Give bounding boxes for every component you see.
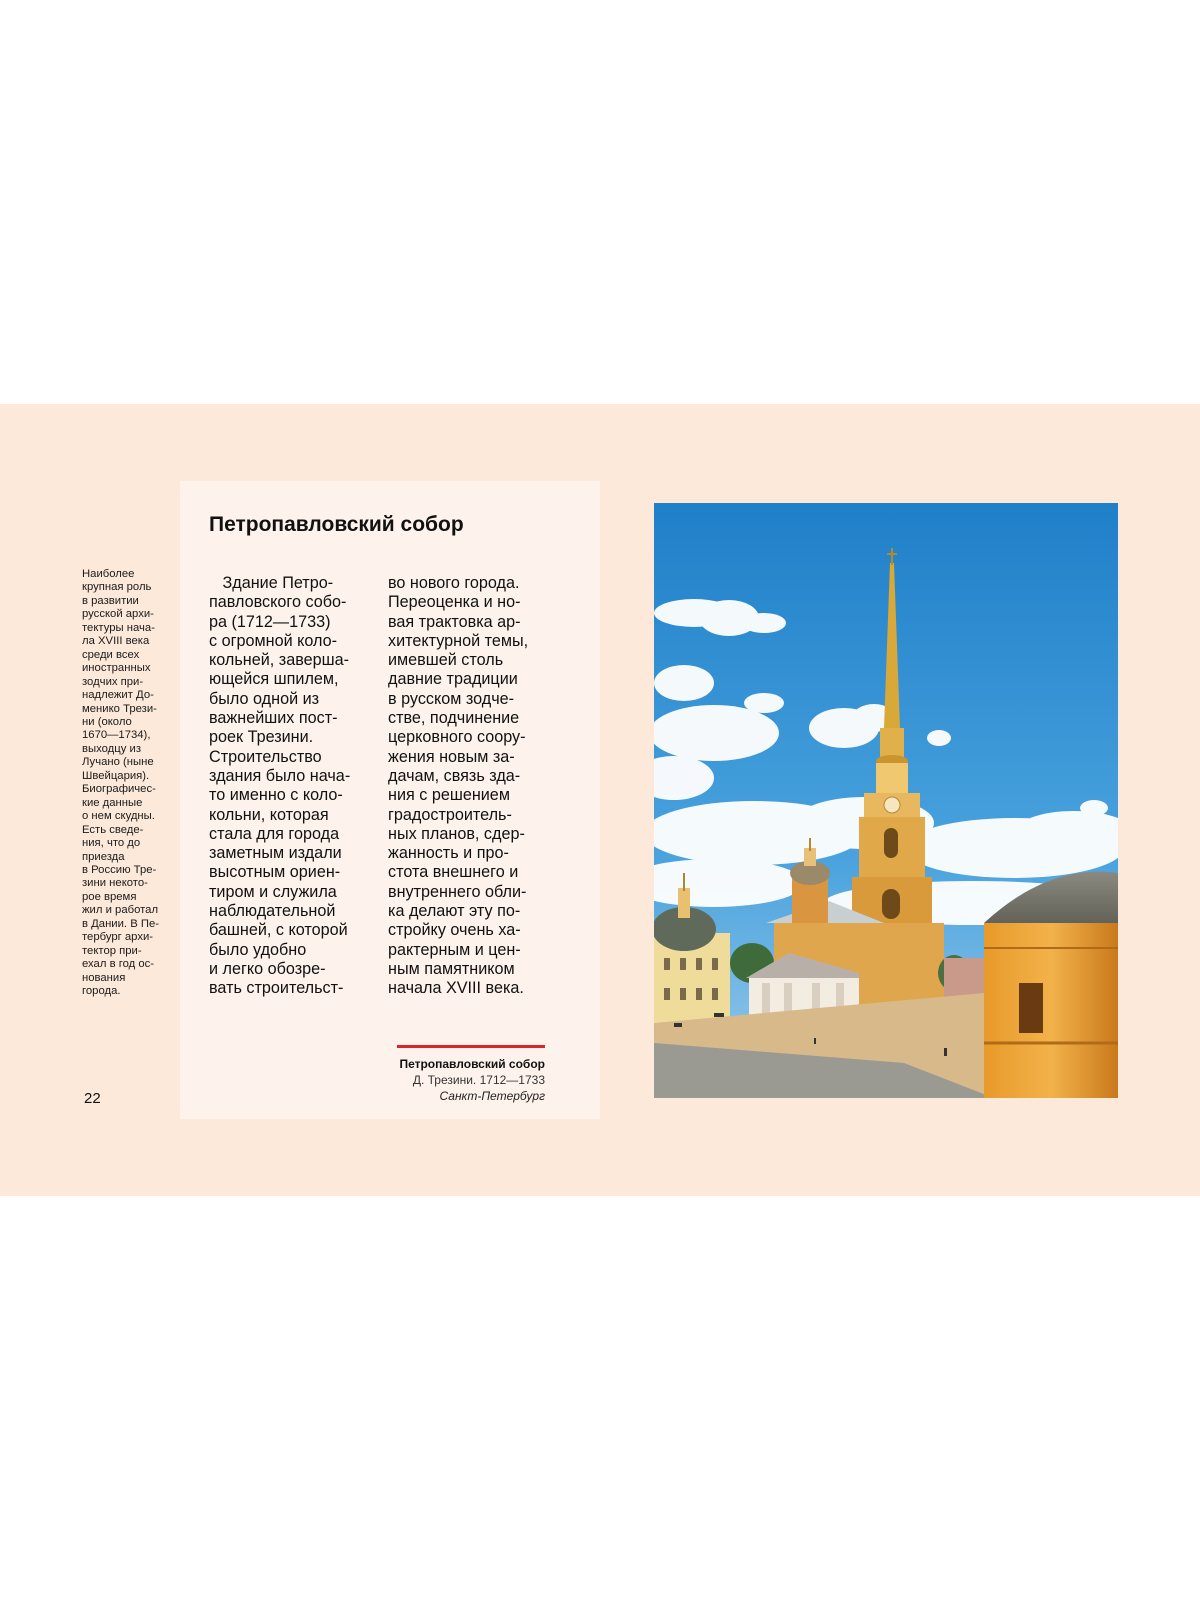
column1-line: то именно с коло- — [209, 786, 343, 805]
column2-line: ных планов, сдер- — [388, 824, 525, 843]
column1-line: кольней, заверша- — [209, 651, 349, 670]
article-title: Петропавловский собор — [209, 513, 464, 536]
sidenote-line: нования — [82, 971, 126, 984]
caption-title: Петропавловский собор — [399, 1057, 545, 1071]
column2-line: церковного соору- — [388, 728, 526, 747]
sidenote-line: ла XVIII века — [82, 635, 150, 648]
column1-line: вать строительст- — [209, 979, 344, 998]
column2-line: стве, подчинение — [388, 709, 520, 728]
column1-line: было одной из — [209, 689, 320, 708]
sidenote-line: зодчих при- — [82, 675, 144, 688]
sidenote-line: в Россию Тре- — [82, 863, 157, 876]
caption-rule — [397, 1045, 545, 1048]
sidenote-line: Лучано (ныне — [82, 756, 154, 769]
column2-line: жения новым за- — [388, 747, 515, 766]
column1-line: с огромной коло- — [209, 631, 338, 650]
caption-author: Д. Трезини. 1712—1733 — [412, 1073, 545, 1087]
column1-line: заметным издали — [209, 844, 342, 863]
sidenote-line: тербург архи- — [82, 931, 154, 944]
column2-line: внутреннего обли- — [388, 882, 527, 901]
column1-line: роек Трезини. — [209, 728, 314, 747]
column2-line: стройку очень ха- — [388, 921, 521, 940]
sidenote-line: города. — [82, 985, 121, 998]
column1-line: тиром и служила — [209, 882, 337, 901]
column2-line: ным памятником — [388, 959, 515, 978]
article-column-1 — [209, 574, 379, 999]
sidenote-line: менико Трези- — [82, 702, 157, 715]
column1-line: башней, с которой — [209, 921, 348, 940]
sidenote-line: рое время — [82, 890, 137, 903]
sidenote-line: надлежит До- — [82, 689, 154, 702]
sidenote-line: зини некото- — [82, 877, 148, 890]
column1-line: ра (1712—1733) — [209, 612, 331, 631]
sidenote-line: тектор при- — [82, 944, 142, 957]
column2-line: стота внешнего и — [388, 863, 519, 882]
column1-line: кольни, которая — [209, 805, 329, 824]
article-column-2 — [388, 574, 558, 999]
column1-line: наблюдательной — [209, 902, 336, 921]
column1-line: важнейших пост- — [209, 709, 338, 728]
column1-line: Здание Петро- — [209, 574, 334, 592]
photo-caption — [399, 1056, 545, 1104]
sidenote-line: выходцу из — [82, 742, 142, 755]
sidenote-line: ния, что до — [82, 837, 141, 850]
column1-line: павловского собо- — [209, 593, 347, 612]
column2-line: в русском зодче- — [388, 689, 515, 708]
sidenote-line: крупная роль — [82, 581, 152, 594]
sidenote-line: среди всех — [82, 648, 140, 661]
column1-line: стала для города — [209, 824, 340, 843]
column1-line: и легко обозре- — [209, 959, 326, 978]
column1-line: здания было нача- — [209, 766, 351, 785]
column2-line: градостроитель- — [388, 805, 512, 824]
sidenote — [82, 568, 174, 999]
caption-place: Санкт-Петербург — [439, 1089, 545, 1103]
sidenote-line: Есть сведе- — [82, 823, 144, 836]
sidenote-line: иностранных — [82, 662, 151, 675]
sidenote-line: 1670—1734), — [82, 729, 151, 742]
column1-line: Строительство — [209, 747, 322, 766]
sidenote-line: в развитии — [82, 594, 139, 607]
column2-line: ка делают эту по- — [388, 902, 521, 921]
page-number: 22 — [84, 1090, 101, 1107]
column2-line: жанность и про- — [388, 844, 509, 863]
column2-line: вая трактовка ар- — [388, 612, 521, 631]
sidenote-line: в Дании. В Пе- — [82, 917, 160, 930]
sidenote-line: кие данные — [82, 796, 143, 809]
sidenote-line: Наиболее — [82, 568, 135, 580]
column2-line: во нового города. — [388, 574, 520, 592]
column2-line: рактерным и цен- — [388, 940, 521, 959]
sidenote-line: Швейцария). — [82, 769, 150, 782]
sidenote-line: жил и работал — [82, 904, 159, 917]
column2-line: имевшей столь — [388, 651, 504, 670]
sidenote-line: русской архи- — [82, 608, 154, 621]
cathedral-photo — [654, 503, 1118, 1098]
column2-line: давние традиции — [388, 670, 518, 689]
sidenote-line: о нем скудны. — [82, 810, 155, 823]
sidenote-line: ни (около — [82, 715, 132, 728]
column2-line: дачам, связь зда- — [388, 766, 521, 785]
sidenote-line: Биографичес- — [82, 783, 156, 796]
column1-line: было удобно — [209, 940, 307, 959]
sidenote-line: ехал в год ос- — [82, 958, 155, 971]
column1-line: высотным ориен- — [209, 863, 341, 882]
sidenote-line: тектуры нача- — [82, 621, 155, 634]
sidenote-line: приезда — [82, 850, 125, 863]
column2-line: хитектурной темы, — [388, 631, 529, 650]
column1-line: ющейся шпилем, — [209, 670, 339, 689]
column2-line: начала XVIII века. — [388, 979, 524, 998]
column2-line: ния с решением — [388, 786, 510, 805]
column2-line: Переоценка и но- — [388, 593, 521, 612]
